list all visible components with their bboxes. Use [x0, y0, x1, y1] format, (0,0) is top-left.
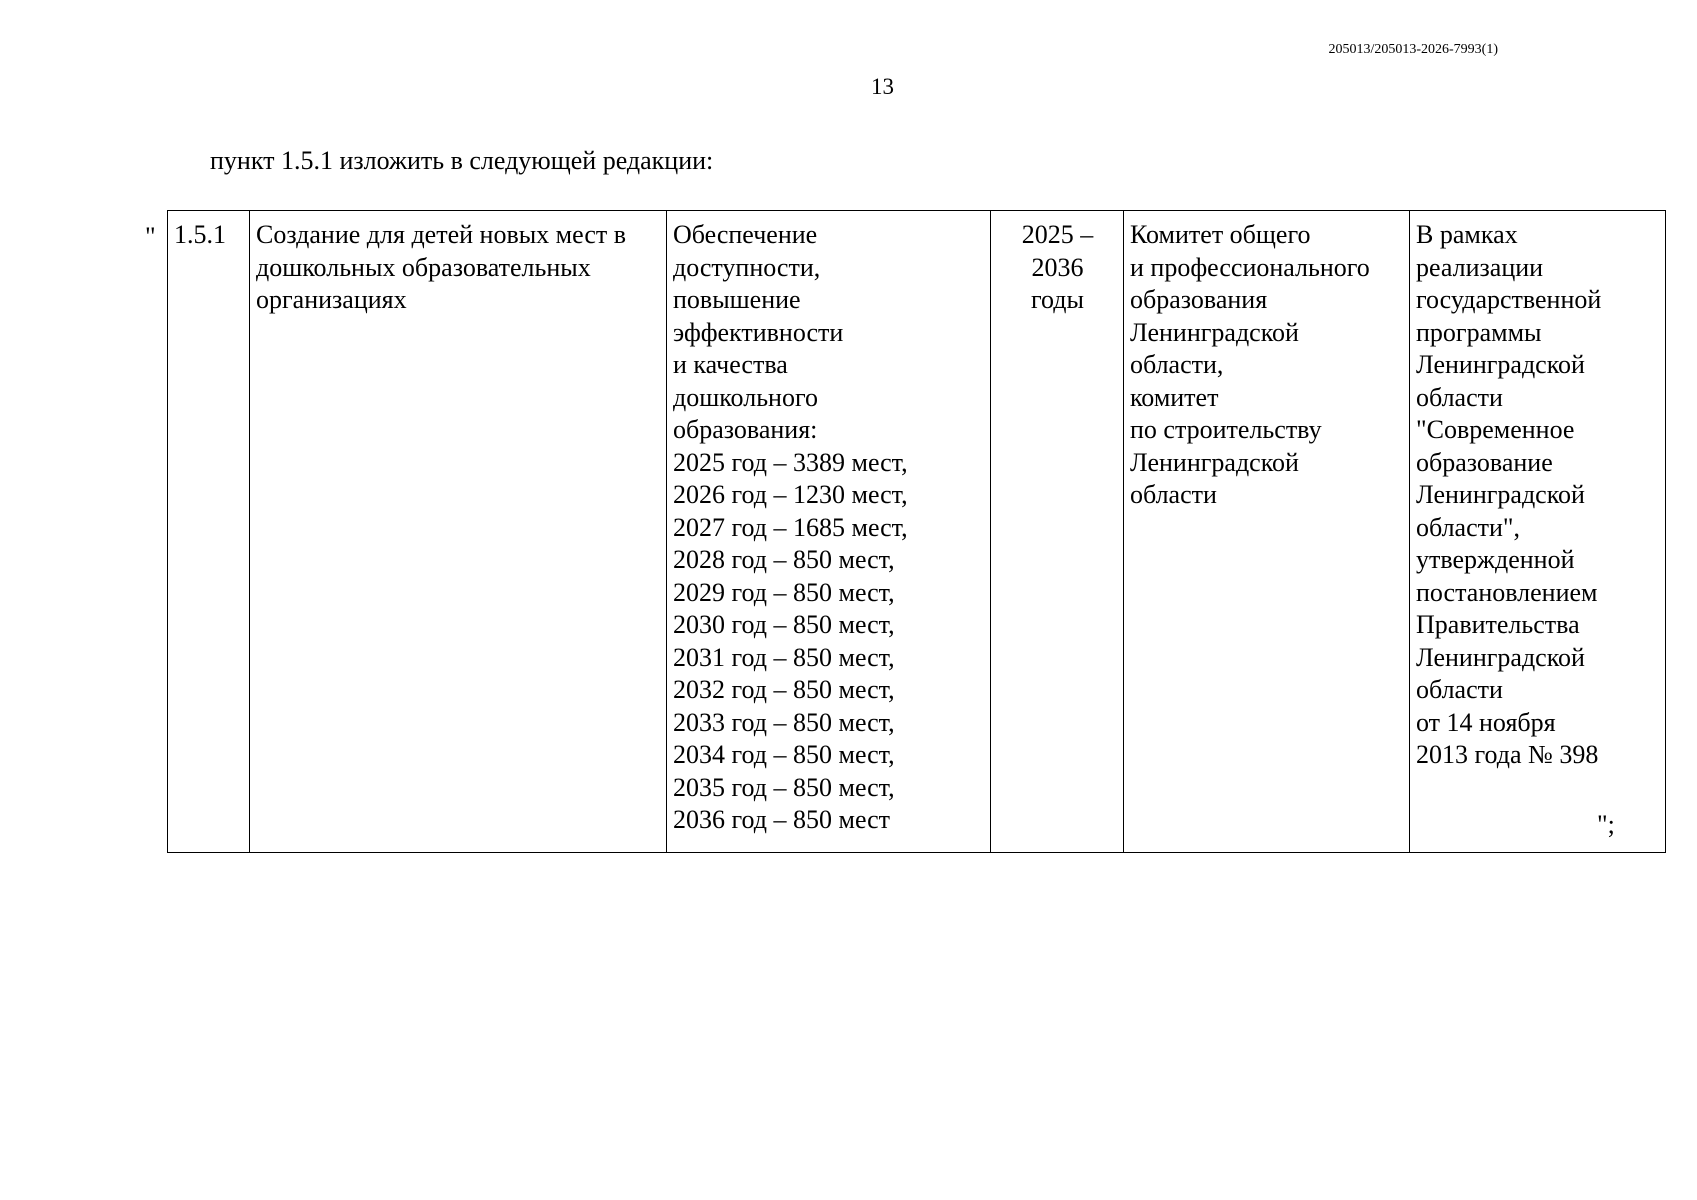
goal-line: доступности, [673, 252, 821, 282]
basis-line: области [1416, 382, 1503, 412]
goal-year-line: 2031 год – 850 мест, [673, 642, 895, 672]
goal-year-line: 2033 год – 850 мест, [673, 707, 895, 737]
goal-year-line: 2032 год – 850 мест, [673, 675, 895, 704]
responsible-line: Комитет общего [1130, 220, 1311, 249]
goal-line: дошкольного [673, 382, 818, 412]
basis-line: области", [1416, 512, 1521, 542]
goal-year-line: 2036 год – 850 мест [673, 805, 891, 834]
responsible-line: и профессионального [1130, 252, 1370, 282]
basis-line: области [1416, 675, 1503, 704]
goal-year-line: 2034 год – 850 мест, [673, 740, 895, 769]
responsible-line: области [1130, 480, 1217, 509]
basis-line: реализации [1416, 252, 1544, 282]
basis-line: "Современное [1416, 415, 1575, 444]
cell-goal [667, 211, 991, 853]
basis-line: постановлением [1416, 577, 1598, 607]
basis-line: В рамках [1416, 220, 1518, 249]
goal-line: эффективности [673, 317, 844, 347]
cell-term [991, 211, 1124, 853]
basis-line: государственной [1416, 285, 1602, 314]
responsible-line: Ленинградской [1130, 447, 1299, 477]
cell-responsible [1124, 211, 1410, 853]
goal-year-line: 2025 год – 3389 мест, [673, 447, 908, 477]
measure-name: Создание для детей новых мест в дошкольных образовательных организациях [256, 220, 627, 314]
responsible-line: образования [1130, 285, 1268, 314]
basis-line: программы [1416, 317, 1542, 347]
basis-line: Правительства [1416, 610, 1580, 639]
quote-close: "; [1597, 810, 1615, 839]
goal-year-line: 2026 год – 1230 мест, [673, 480, 908, 509]
basis-line: от 14 ноября [1416, 707, 1556, 737]
term-line: 2025 – [1021, 220, 1094, 249]
goal-line: Обеспечение [673, 220, 818, 249]
goal-line: образования: [673, 415, 818, 444]
quote-open: " [145, 222, 156, 251]
intro-text: пункт 1.5.1 изложить в следующей редакции: [210, 146, 714, 175]
basis-line: Ленинградской [1416, 642, 1585, 672]
item-number: 1.5.1 [174, 220, 226, 249]
responsible-line: по строительству [1130, 415, 1322, 444]
cell-measure-name [250, 211, 667, 853]
basis-line: 2013 года № 398 [1416, 740, 1599, 769]
document-code: 205013/205013-2026-7993(1) [1328, 42, 1498, 57]
basis-line: Ленинградской [1416, 350, 1585, 379]
goal-year-line: 2029 год – 850 мест, [673, 577, 895, 607]
goal-line: и качества [673, 350, 788, 379]
goal-line: повышение [673, 285, 801, 314]
page-number: 13 [871, 74, 894, 99]
responsible-line: Ленинградской [1130, 317, 1299, 347]
responsible-line: комитет [1130, 382, 1219, 412]
basis-line: утвержденной [1416, 545, 1575, 574]
term-line: 2036 [1031, 252, 1084, 282]
amendment-table [167, 210, 1666, 853]
responsible-line: области, [1130, 350, 1224, 379]
goal-year-line: 2027 год – 1685 мест, [673, 512, 908, 542]
table-row [168, 211, 1666, 853]
goal-year-line: 2030 год – 850 мест, [673, 610, 895, 639]
cell-item-number [168, 211, 250, 853]
goal-year-line: 2028 год – 850 мест, [673, 545, 895, 574]
basis-line: образование [1416, 447, 1553, 477]
basis-line: Ленинградской [1416, 480, 1585, 509]
goal-year-line: 2035 год – 850 мест, [673, 772, 895, 802]
term-line: годы [1031, 285, 1084, 314]
cell-basis [1410, 211, 1666, 853]
